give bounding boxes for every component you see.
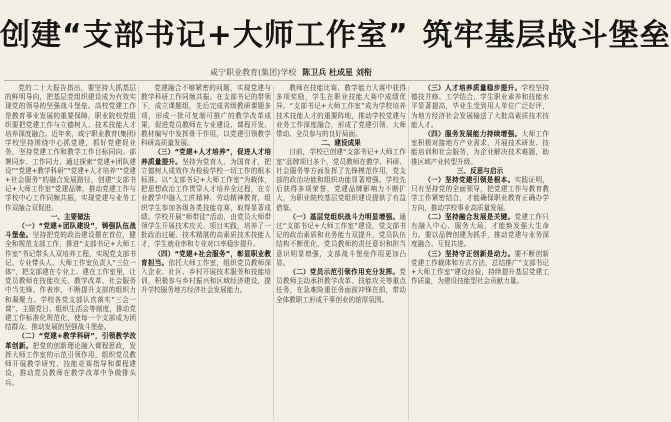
paragraph — [141, 148, 271, 249]
paragraph — [276, 213, 406, 268]
paragraph-text: 党建工作只有融入中心、服务大局，才能焕发强大生命力。要以品牌创建为抓手，推动党建与业务深度融合、互促共进。 — [411, 212, 550, 249]
paragraph-text: 把党的创新理论融入课程思政，发挥大师工作室的示范引领作用，组织党员教师开展教学研究、技能竞赛指导和课程建设，推动党员教师在教学改革中争做排头兵。 — [5, 341, 137, 387]
paragraph-text: 依托大师工作室，组织党员教师深入企业、社区、乡村开展技术服务和技能培训，积极参与乡村振兴和区域经济建设，提升学校服务地方经济社会发展能力。 — [141, 258, 272, 295]
paragraph-text: 学校坚持德技并修、工学结合，学生职业素养和技能水平显著提高，毕业生受到用人单位广泛好评，为地方经济社会发展输送了大批高素质技术技能人才。 — [411, 84, 550, 129]
section-heading: 三、反思与启示 — [456, 166, 504, 175]
header-rule — [4, 80, 549, 81]
paragraph-text: 坚持为党育人、为国育才，把立德树人成效作为检验学校一切工作的根本标准。以“支部书记+大师工作室”为载体，把思想政治工作贯穿人才培养全过程，在专业教学中融入工匠精神、劳动精神教育，组织学生参加各级各类技能竞赛，取得显著成绩。学校开展“师带徒”活动，由党员大师带领学生开展技术攻关、项目实践，培养了一批政治过硬、技术精湛的高素质技术技能人才，学生就业率和专业对口率稳步提升。 — [141, 157, 272, 249]
paragraph-text: 党的二十大报告指出，要坚持大抓基层的鲜明导向，把基层党组织建设成为有效实现党的领导的坚强战斗堡垒。高校党建工作是教育事业发展的重要保障，职业院校党组织要把党建工作与立德树人、技术技能人才培养深度融合。近年来，咸宁职业教育(集团)学校坚持围绕中心抓党建，抓好党建促业务，坚持党建工作和教学工作目标同向、部署同步、工作同力，通过探索“党建+团队建设”“党建+教学科研”“党建+人才培养”“党建+社会服务”的融合发展路径，创建“支部书记+大师工作室”党建品牌，推动党建工作与学校中心工作同频共振，实现党建与业务工作双融合双促进。 — [5, 84, 136, 212]
paragraph — [411, 250, 549, 287]
paragraph-text: 党员教师主动承担教学改革、技能攻关等重点任务，在急难险重任务面前冲锋在前，带动全体教职工形成干事创业的浓厚氛围。 — [276, 268, 406, 304]
paragraph-text: 教师在技能比赛、教学能力大赛中获得多项奖励，学生在职业技能大赛中成绩优异。“支部书记+大师工作室”成为学校培养技术技能人才的重要阵地，推动学校党建与业务工作深度融合，形成了党建引领、大师带动、全员参与的良好局面。 — [276, 84, 406, 139]
paragraph-text: 要不断创新党建工作载体和方式方法，总结推广“支部书记+大师工作室”建设经验，持续提升基层党建工作质量，为建设技能型社会贡献力量。 — [411, 249, 550, 286]
paragraph — [141, 84, 271, 148]
paragraph — [276, 84, 406, 139]
paragraph — [141, 250, 271, 296]
paragraph-text: 坚持把党的政治建设摆在首位，健全和规范支部工作，推进“支部书记+大师工作室”书记带头人双培养工程，实现党支部书记、专业带头人、大师工作室负责人“三位一体”，把支部建在专业上、建在工作室里，让党员教师在技能攻关、教学改革、社会服务中当先锋、作表率，不断提升支部的组织力和凝聚力。学校各党支部认真落实“三会一课”、主题党日、组织生活会等制度，推动党建工作标准化规范化，使每一个支部成为团结群众、推动发展的坚强战斗堡垒。 — [5, 231, 137, 332]
column-divider — [273, 86, 274, 420]
paragraph-lead: （二）党员示范引领作用充分发挥。 — [289, 268, 400, 277]
paragraph-lead: （一）坚持党建引领是根本。 — [424, 176, 515, 185]
paragraph-lead: （三）“党建+人才培养”，促进人才培养质量提升。 — [141, 148, 271, 166]
headline-part-2: 筑牢基层战斗堡垒 — [422, 18, 671, 53]
section-heading: 二、建设成果 — [321, 139, 361, 148]
paragraph — [276, 148, 406, 212]
paragraph — [411, 176, 549, 213]
paragraph-lead: （二）坚持融合发展是关键。 — [424, 212, 515, 221]
article-column-4 — [411, 84, 549, 422]
byline-authors: 陈卫兵 杜成星 刘衔 — [302, 68, 372, 77]
paragraph — [5, 84, 136, 213]
paragraph — [411, 84, 549, 130]
paragraph-lead: （四）服务发展能力持续增强。 — [424, 130, 522, 139]
paragraph — [411, 213, 549, 250]
headline-part-1: 创建“支部书记+大师工作室” — [0, 18, 409, 53]
paragraph — [5, 222, 136, 332]
column-divider — [138, 86, 139, 420]
paragraph-text: 大师工作室积极对接地方产业需求，开展技术研发、技能培训和社会服务，为企业解决技术难题，助推区域产业转型升级。 — [411, 130, 550, 166]
column-divider — [408, 86, 409, 420]
byline-unit: 咸宁职业教育(集团)学校 — [210, 68, 297, 77]
paragraph-lead: （三）坚持守正创新是动力。 — [424, 249, 515, 258]
paragraph-text: 通过“支部书记+大师工作室”建设，党支部书记的政治素质和业务能力双提升，党员队伍结构不断优化，党员教师的责任意识和担当意识明显增强，支部战斗堡垒作用更加凸显。 — [276, 212, 406, 267]
article-column-1 — [5, 84, 136, 422]
paragraph-lead: （三）人才培养质量稳步提升。 — [424, 84, 522, 92]
paragraph-text: 目前，学校已创建“支部书记+大师工作室”品牌项目多个，党员教师在教学、科研、社会服务等方面发挥了先锋模范作用，党支部的政治功能和组织功能显著增强。学校先后获得多项荣誉，党建品牌影响力不断扩大，为职业院校基层党组织建设提供了有益借鉴。 — [276, 148, 406, 212]
paragraph — [276, 268, 406, 305]
paragraph — [5, 332, 136, 387]
headline — [0, 6, 671, 66]
paragraph-lead: （四）“党建+社会服务”，彰显职业教育担当。 — [141, 249, 271, 267]
article-column-2 — [141, 84, 271, 422]
paragraph — [411, 130, 549, 167]
paragraph-text: 党建融合不够紧密的问题，实现党建与教学科研工作同频共振。在支部书记的带领下，成立课题组，先后完成省级教研课题多项，形成一批可复制可推广的教学改革成果，促进党员教师在专业建设、课程开发、教材编写中发挥骨干作用，以党建引领教学科研高质量发展。 — [141, 84, 271, 148]
section-heading: 一、主要做法 — [50, 212, 91, 221]
paragraph-lead: （一）“党建+团队建设”，铸强队伍战斗堡垒。 — [5, 222, 136, 240]
byline — [210, 66, 372, 80]
paragraph-lead: （二）“党建+教学科研”，引领教学改革创新。 — [5, 332, 136, 350]
paragraph-text: 实践证明，只有坚持党的全面领导，把党建工作与教育教学工作紧密结合，才能确保职业教育正确办学方向，推动学校事业高质量发展。 — [411, 176, 550, 212]
paragraph-lead: （一）基层党组织战斗力明显增强。 — [289, 212, 400, 221]
article-column-3 — [276, 84, 406, 422]
